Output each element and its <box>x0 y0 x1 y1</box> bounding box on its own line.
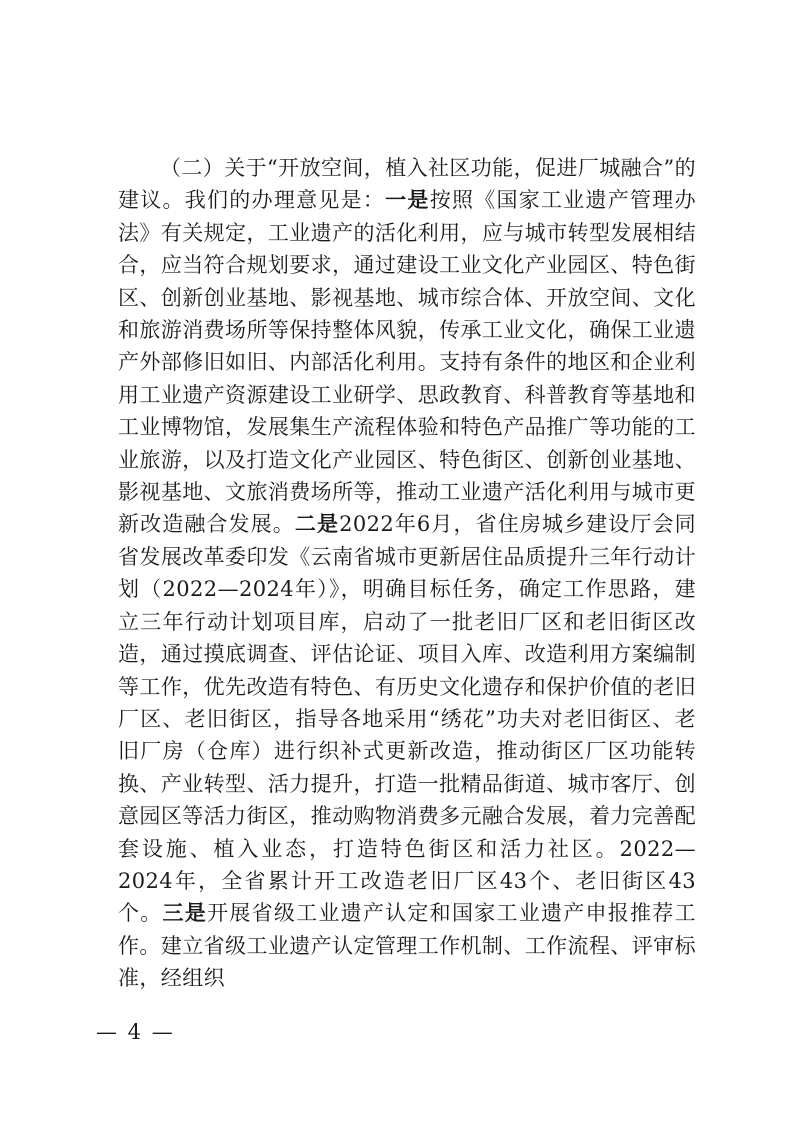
bold-lead-3: 三是 <box>162 900 208 926</box>
bold-lead-1: 一是 <box>385 187 430 213</box>
body-text <box>118 152 696 995</box>
paragraph-segment: 按照《国家工业遗产管理办法》有关规定，工业遗产的活化利用，应与城市转型发展相结合，应当符合规划要求，通过建设工业文化产业园区、特色街区、创新创业基地、影视基地、城市综合体、开放空间、文化和旅游消费场所等保持整体风貌，传承工业文化，确保工业遗产外部修旧如旧、内部活化利用。支持有条件的地区和企业利用工业遗产资源建设工业研学、思政教育、科普教育等基地和工业博物馆，发展集生产流程体验和特色产品推广等功能的工业旅游，以及打造文化产业园区、特色街区、创新创业基地、影视基地、文旅消费场所等，推动工业遗产活化利用与城市更新改造融合发展。 <box>118 188 696 537</box>
paragraph <box>118 152 696 995</box>
bold-lead-2: 二是 <box>294 511 340 537</box>
paragraph-segment: 开展省级工业遗产认定和国家工业遗产申报推荐工作。建立省级工业遗产认定管理工作机制、工作流程、评审标准，经组织 <box>118 901 696 991</box>
paragraph-segment: 2022年6月，省住房城乡建设厅会同省发展改革委印发《云南省城市更新居住品质提升三年行动计划（2022—2024年）》，明确目标任务，确定工作思路，建立三年行动计划项目库，启动了一批老旧厂区和老旧街区改造，通过摸底调查、评估论证、项目入库、改造利用方案编制等工作，优先改造有特色、有历史文化遗存和保护价值的老旧厂区、老旧街区，指导各地采用“绣花”功夫对老旧街区、老旧厂房（仓库）进行织补式更新改造，推动街区厂区功能转换、产业转型、活力提升，打造一批精品街道、城市客厅、创意园区等活力街区，推动购物消费多元融合发展，着力完善配套设施、植入业态，打造特色街区和活力社区。2022—2024年，全省累计开工改造老旧厂区43个、老旧街区43个。 <box>118 512 696 926</box>
paragraph-segment: （二）关于“开放空间，植入社区功能，促进厂城融合”的建议。我们的办理意见是： <box>118 156 696 213</box>
page-number: — 4 — <box>96 1020 175 1044</box>
